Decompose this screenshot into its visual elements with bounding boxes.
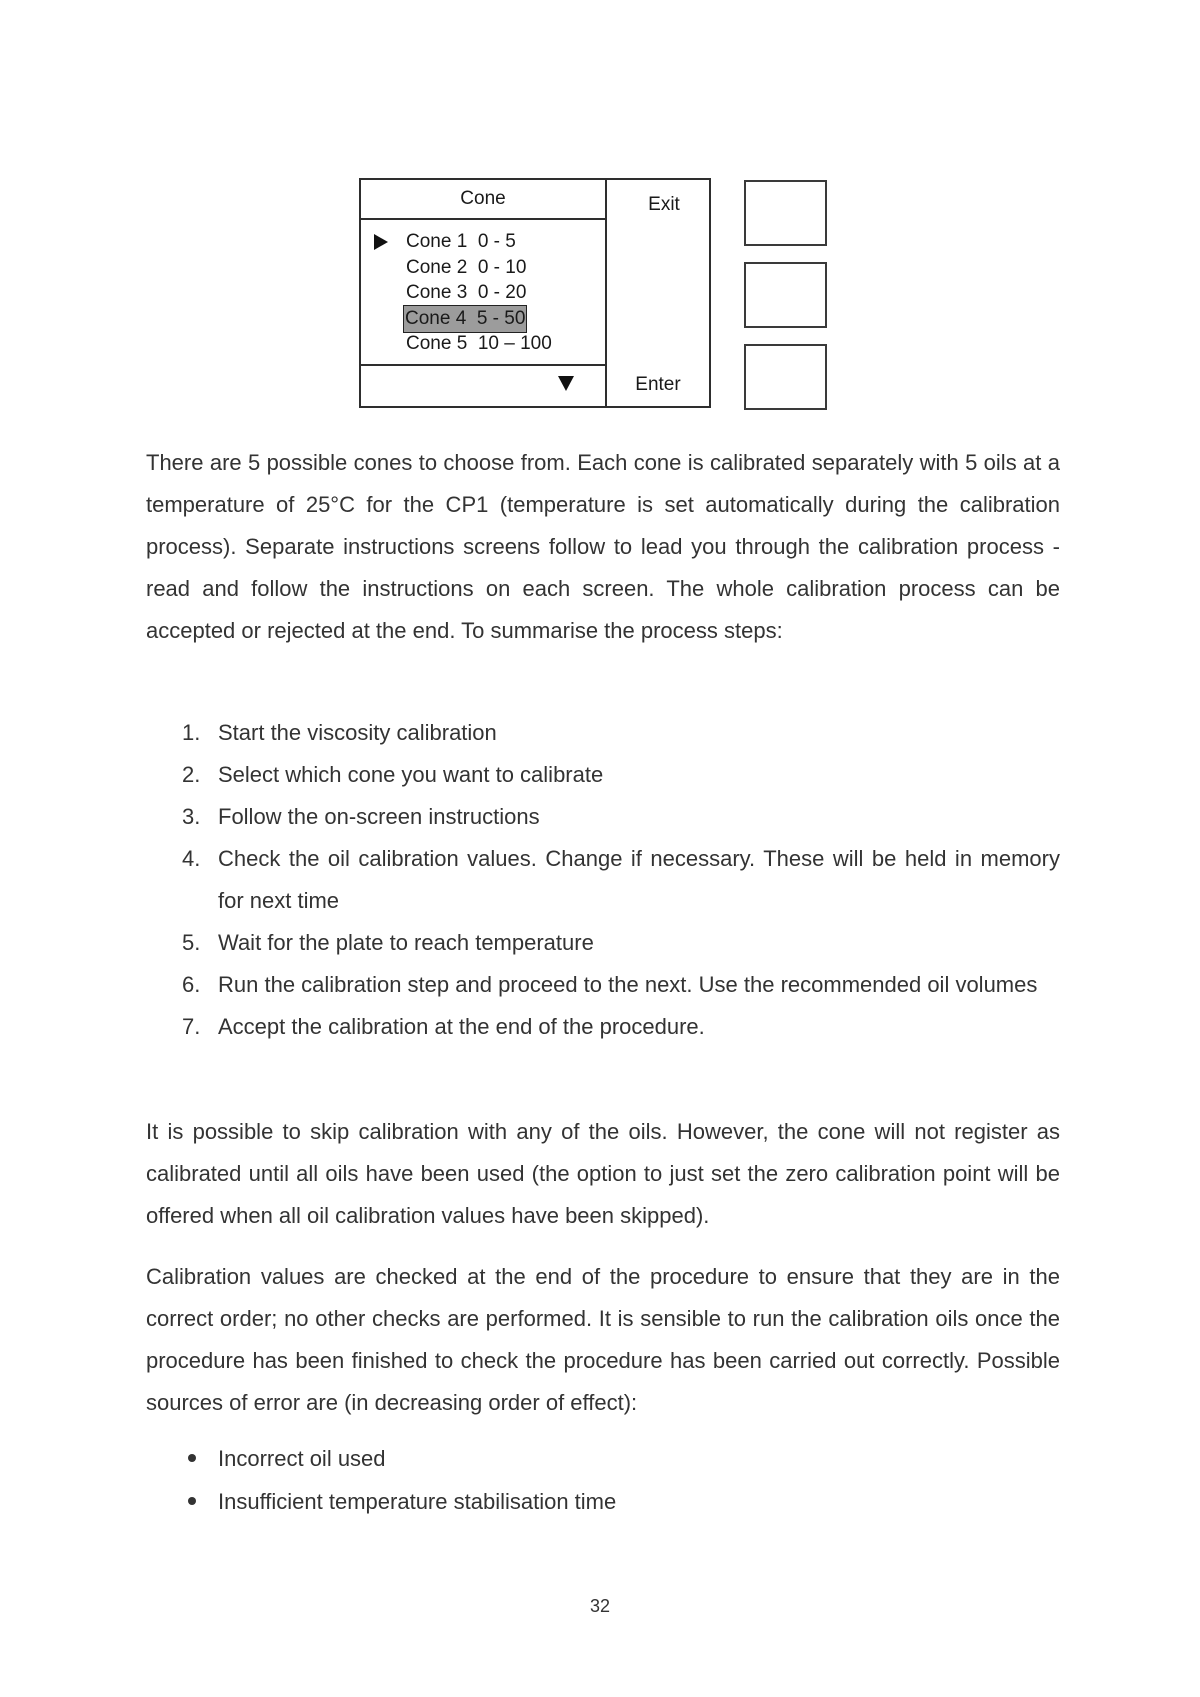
screen-title: Cone bbox=[361, 180, 605, 220]
step-text: Wait for the plate to reach temperature bbox=[218, 930, 594, 955]
step-number: 5. bbox=[182, 930, 201, 955]
skip-calibration-paragraph: It is possible to skip calibration with any of the oils. However, the cone will not register as calibrated until all oils have been used (the option to just set the zero calibration point will be offered when all oil calibration values have been skipped). bbox=[146, 1119, 1060, 1228]
cone-list bbox=[361, 220, 605, 369]
softkey-pane bbox=[607, 180, 709, 406]
step-number: 6. bbox=[182, 972, 201, 997]
cone-list-pane bbox=[361, 180, 607, 406]
error-sources-list bbox=[146, 1437, 1060, 1523]
step-text: Select which cone you want to calibrate bbox=[218, 762, 604, 787]
step-item bbox=[146, 1006, 1060, 1048]
step-item bbox=[146, 796, 1060, 838]
error-source-item bbox=[146, 1480, 1060, 1523]
hardware-button-exit[interactable] bbox=[744, 180, 827, 246]
step-number: 1. bbox=[182, 720, 201, 745]
cone-item-4[interactable]: Cone 4 5 - 50 bbox=[404, 306, 526, 332]
step-number: 2. bbox=[182, 762, 201, 787]
step-text: Follow the on-screen instructions bbox=[218, 804, 540, 829]
error-source-item bbox=[146, 1437, 1060, 1480]
step-item bbox=[146, 922, 1060, 964]
error-source-text: Incorrect oil used bbox=[218, 1446, 386, 1471]
cone-item-1[interactable]: Cone 1 0 - 5 bbox=[406, 231, 516, 252]
step-text: Run the calibration step and proceed to the next. Use the recommended oil volumes bbox=[218, 972, 1038, 997]
step-number: 3. bbox=[182, 804, 201, 829]
step-item bbox=[146, 838, 1060, 922]
hardware-button-enter[interactable] bbox=[744, 344, 827, 410]
cone-item-2[interactable]: Cone 2 0 - 10 bbox=[406, 257, 527, 278]
scroll-down-icon[interactable] bbox=[558, 376, 574, 391]
step-item bbox=[146, 712, 1060, 754]
bullet-icon bbox=[188, 1454, 196, 1462]
scroll-footer bbox=[361, 364, 605, 406]
cone-item-3[interactable]: Cone 3 0 - 20 bbox=[406, 282, 527, 303]
intro-paragraph: There are 5 possible cones to choose from. Each cone is calibrated separately with 5 oils at a temperature of 25°C for the CP1 (temperature is set automatically during the calibration process). Separate instructions screens follow to lead you through the calibration process - read and follow the instructions on each screen. The whole calibration process can be accepted or rejected at the end. To summarise the process steps: bbox=[146, 450, 1060, 643]
bullet-icon bbox=[188, 1497, 196, 1505]
hardware-button-middle[interactable] bbox=[744, 262, 827, 328]
calibration-steps-list bbox=[146, 712, 1060, 1048]
step-number: 7. bbox=[182, 1014, 201, 1039]
calibration-check-paragraph: Calibration values are checked at the end of the procedure to ensure that they are in the correct order; no other checks are performed. It is sensible to run the calibration oils once the procedure has been finished to check the procedure has been carried out correctly. Possible sources of error are (in decreasing order of effect): bbox=[146, 1264, 1060, 1415]
step-item bbox=[146, 964, 1060, 1006]
step-number: 4. bbox=[182, 846, 201, 871]
step-text: Accept the calibration at the end of the procedure. bbox=[218, 1014, 705, 1039]
enter-softkey-label[interactable]: Enter bbox=[635, 374, 681, 395]
exit-softkey-label[interactable]: Exit bbox=[648, 194, 680, 215]
page-number: 32 bbox=[589, 1596, 611, 1616]
cone-selection-screen bbox=[359, 178, 711, 408]
step-item bbox=[146, 754, 1060, 796]
cone-item-5[interactable]: Cone 5 10 – 100 bbox=[406, 333, 552, 354]
selection-pointer-icon bbox=[374, 234, 388, 250]
step-text: Check the oil calibration values. Change if necessary. These will be held in memory for next time bbox=[218, 846, 1060, 913]
error-source-text: Insufficient temperature stabilisation time bbox=[218, 1489, 617, 1514]
step-text: Start the viscosity calibration bbox=[218, 720, 497, 745]
